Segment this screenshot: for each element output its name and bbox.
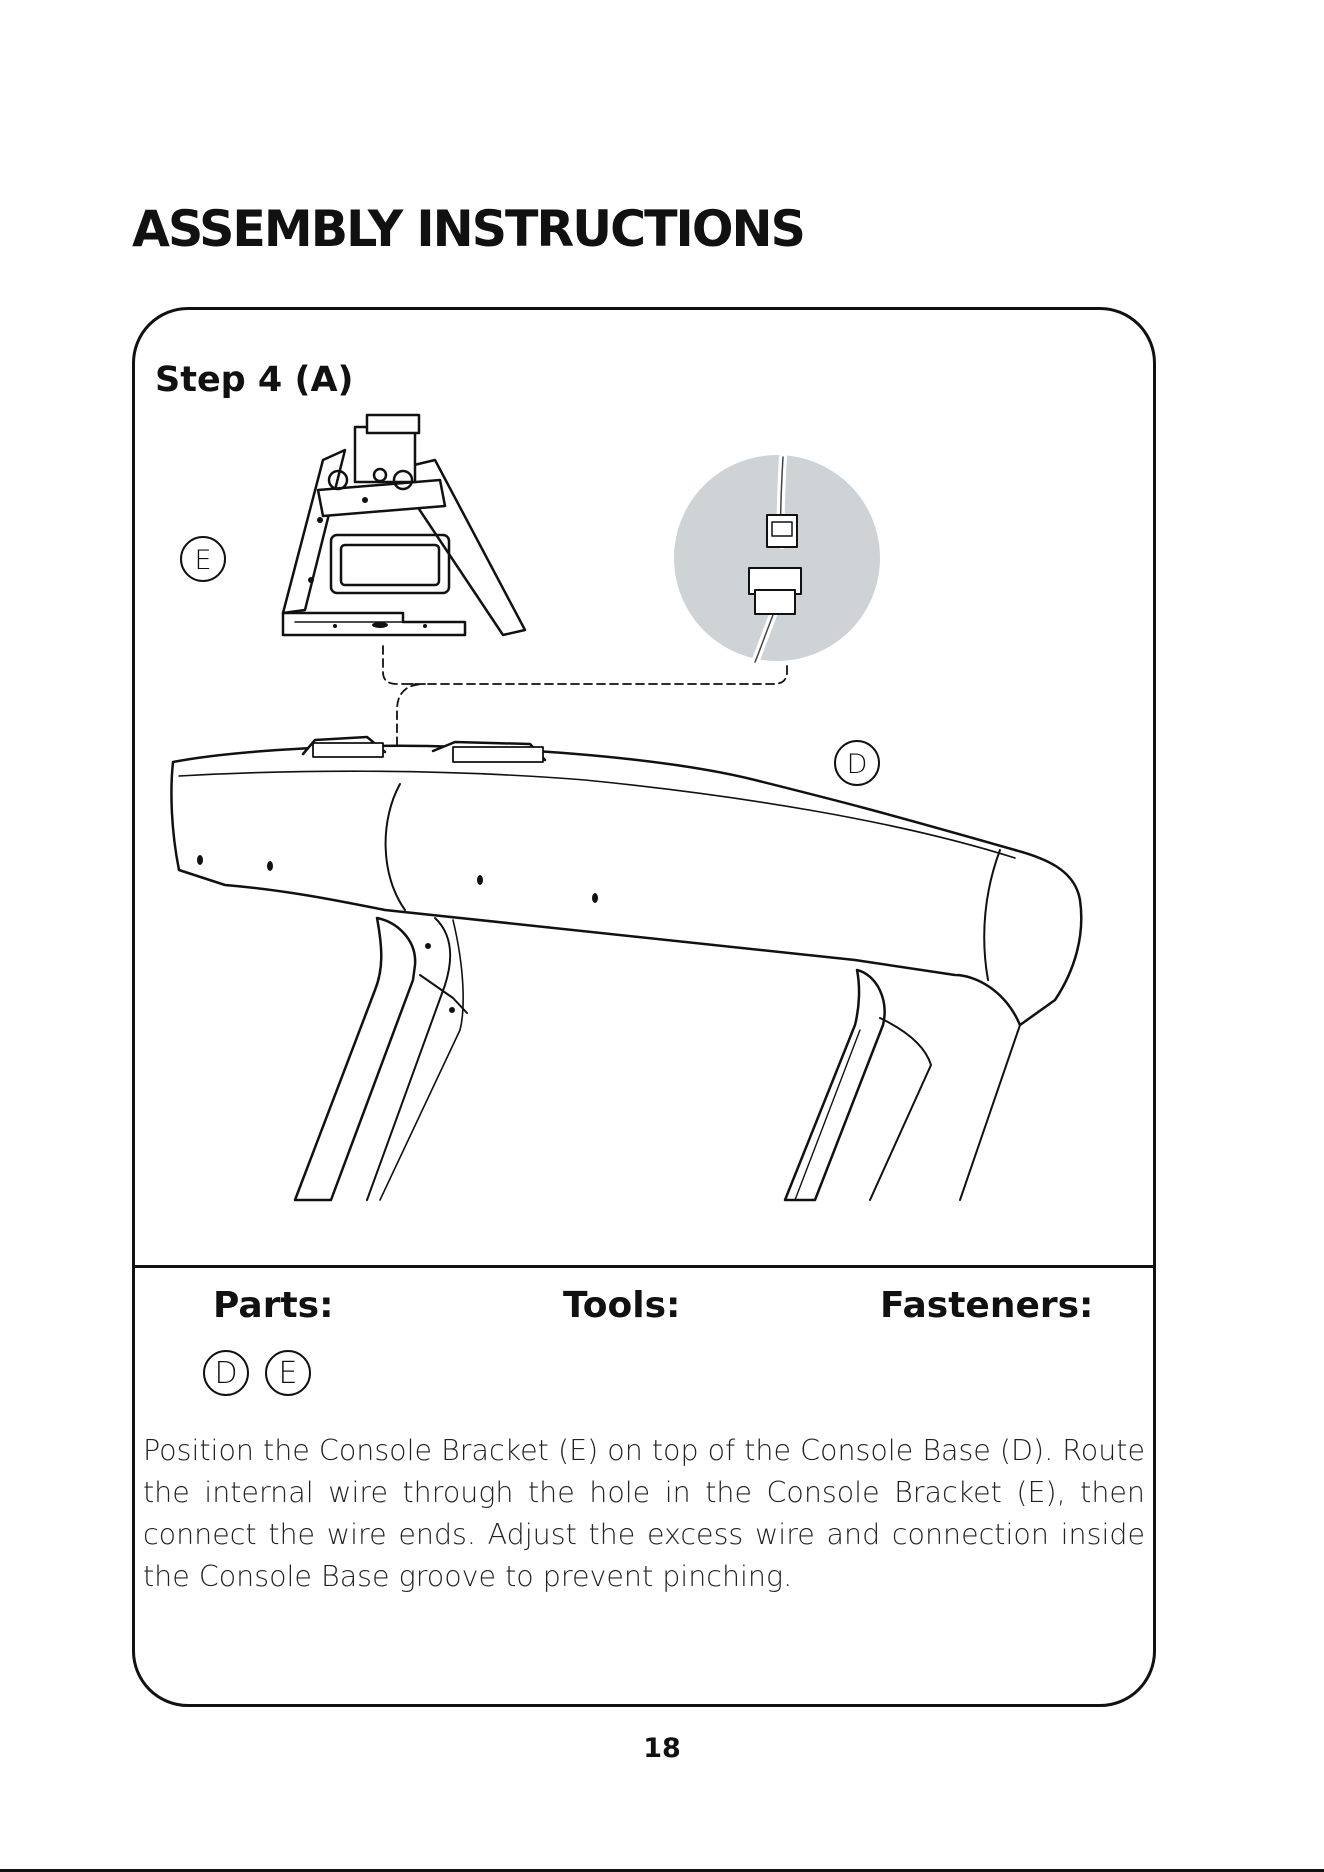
- callout-e: [181, 537, 225, 581]
- wire-connector-detail: [674, 455, 880, 662]
- console-bracket-drawing: [283, 415, 525, 635]
- callout-d-label: D: [846, 749, 868, 780]
- fasteners-heading: Fasteners:: [880, 1285, 1094, 1326]
- parts-list: [203, 1350, 311, 1396]
- callout-d: [835, 741, 879, 785]
- page-title: ASSEMBLY INSTRUCTIONS: [132, 200, 804, 258]
- parts-heading: Parts:: [213, 1285, 334, 1326]
- page-number: 18: [643, 1733, 681, 1764]
- step-title: Step 4 (A): [155, 360, 354, 400]
- section-divider: [135, 1265, 1153, 1268]
- step-card: [132, 307, 1156, 1707]
- assembly-illustration: [135, 310, 1153, 1270]
- instruction-text: Position the Console Bracket (E) on top of the Console Base (D). Route the internal wire through the hole in the Console Bracket (E), then connect the wire ends. Adjust the excess wire and connection inside the Console Base groove to prevent pinching.: [143, 1434, 1145, 1593]
- tools-heading: Tools:: [563, 1285, 681, 1326]
- part-badge-e: E: [265, 1350, 311, 1396]
- part-badge-d: D: [203, 1350, 249, 1396]
- dashed-guide-line: [383, 646, 787, 750]
- console-base-drawing: [171, 737, 1081, 1200]
- callout-e-label: E: [194, 545, 212, 576]
